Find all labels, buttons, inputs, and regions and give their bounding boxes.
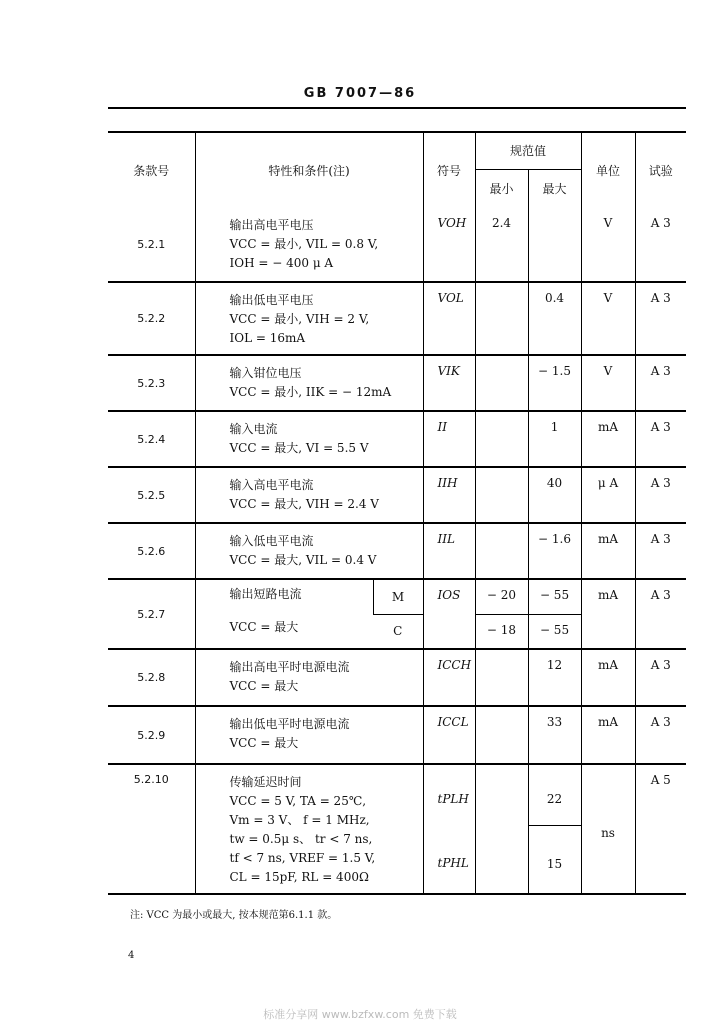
max-value — [528, 208, 581, 282]
desc-line: 输出高电平电压 — [229, 218, 314, 232]
desc-line: IOH = − 400 μ A — [229, 256, 334, 270]
characteristic-cell — [195, 355, 423, 411]
unit-cell: mA — [581, 579, 635, 649]
table-row — [108, 208, 686, 282]
desc-line: 输入电流 — [229, 422, 278, 436]
clause-number: 5.2.5 — [108, 467, 195, 523]
desc-line: 输出低电平电压 — [229, 293, 314, 307]
characteristic-cell — [195, 523, 423, 579]
table-row — [108, 355, 686, 411]
table-row — [108, 764, 686, 826]
symbol-cell: tPHL — [423, 826, 475, 894]
max-value: − 55 — [528, 614, 581, 649]
watermark: 标准分享网 www.bzfxw.com 免费下载 — [263, 1008, 457, 1021]
desc-line: VCC = 最大 — [229, 679, 299, 693]
test-cell: A 3 — [635, 208, 686, 282]
clause-number: 5.2.1 — [108, 208, 195, 282]
symbol-cell: II — [423, 411, 475, 467]
clause-number: 5.2.4 — [108, 411, 195, 467]
desc-line: VCC = 最大, VI = 5.5 V — [229, 441, 369, 455]
grade-m: M — [373, 579, 423, 614]
clause-number: 5.2.9 — [108, 706, 195, 764]
characteristic-cell — [195, 706, 423, 764]
max-value: 1 — [528, 411, 581, 467]
unit-cell: ns — [581, 764, 635, 894]
characteristic-cell — [195, 411, 423, 467]
clause-number: 5.2.7 — [108, 579, 195, 649]
unit-cell: mA — [581, 706, 635, 764]
max-value: 15 — [528, 826, 581, 894]
characteristic-cell — [195, 579, 373, 649]
unit-cell: μ A — [581, 467, 635, 523]
col-min: 最小 — [475, 169, 528, 208]
desc-line: VCC = 5 V, TA = 25℃, — [229, 794, 367, 808]
test-cell: A 3 — [635, 706, 686, 764]
desc-line: VCC = 最小, VIL = 0.8 V, — [229, 237, 379, 251]
table-row — [108, 282, 686, 355]
symbol-cell: VIK — [423, 355, 475, 411]
desc-line: VCC = 最大, VIL = 0.4 V — [229, 553, 377, 567]
min-value: − 20 — [475, 579, 528, 614]
max-value: 12 — [528, 649, 581, 706]
max-value: − 55 — [528, 579, 581, 614]
symbol-cell: IIH — [423, 467, 475, 523]
unit-cell: V — [581, 355, 635, 411]
characteristic-cell — [195, 208, 423, 282]
symbol-cell: ICCH — [423, 649, 475, 706]
desc-line: tf < 7 ns, VREF = 1.5 V, — [229, 851, 376, 865]
min-value — [475, 411, 528, 467]
unit-cell: mA — [581, 523, 635, 579]
header-rule — [108, 107, 686, 109]
col-test: 试验 — [635, 132, 686, 208]
clause-number: 5.2.8 — [108, 649, 195, 706]
characteristic-cell — [195, 282, 423, 355]
unit-cell: mA — [581, 649, 635, 706]
desc-line: CL = 15pF, RL = 400Ω — [229, 870, 369, 884]
max-value: 40 — [528, 467, 581, 523]
desc-line: 输出低电平时电源电流 — [229, 717, 350, 731]
unit-cell: V — [581, 208, 635, 282]
min-value — [475, 355, 528, 411]
col-clause: 条款号 — [108, 132, 195, 208]
desc-line: IOL = 16mA — [229, 331, 306, 345]
desc-line: VCC = 最大, VIH = 2.4 V — [229, 497, 379, 511]
desc-line: 输入高电平电流 — [229, 478, 314, 492]
test-cell: A 3 — [635, 355, 686, 411]
symbol-cell: tPLH — [423, 764, 475, 826]
table-row — [108, 579, 686, 614]
max-value: − 1.6 — [528, 523, 581, 579]
desc-line: 输入钳位电压 — [229, 366, 302, 380]
min-value — [475, 764, 528, 894]
desc-line: Vm = 3 V、 f = 1 MHz, — [229, 813, 370, 827]
min-value — [475, 523, 528, 579]
test-cell: A 3 — [635, 649, 686, 706]
desc-line: VCC = 最小, IIK = − 12mA — [229, 385, 392, 399]
max-value: 22 — [528, 764, 581, 826]
characteristic-cell — [195, 467, 423, 523]
table-row — [108, 523, 686, 579]
max-value: 33 — [528, 706, 581, 764]
table-row — [108, 649, 686, 706]
footnote: 注: VCC 为最小或最大, 按本规范第6.1.1 款。 — [130, 910, 338, 921]
desc-line: VCC = 最大 — [229, 620, 299, 634]
symbol-cell: ICCL — [423, 706, 475, 764]
clause-number: 5.2.6 — [108, 523, 195, 579]
table-row — [108, 467, 686, 523]
test-cell: A 3 — [635, 282, 686, 355]
table-row — [108, 706, 686, 764]
characteristic-cell — [195, 649, 423, 706]
grade-c: C — [373, 614, 423, 649]
clause-number: 5.2.2 — [108, 282, 195, 355]
test-cell: A 3 — [635, 579, 686, 649]
test-cell: A 3 — [635, 411, 686, 467]
clause-number: 5.2.3 — [108, 355, 195, 411]
unit-cell: V — [581, 282, 635, 355]
symbol-cell: VOL — [423, 282, 475, 355]
min-value: 2.4 — [475, 208, 528, 282]
unit-cell: mA — [581, 411, 635, 467]
col-unit: 单位 — [581, 132, 635, 208]
clause-number: 5.2.10 — [108, 764, 195, 894]
desc-line: 输出高电平时电源电流 — [229, 660, 350, 674]
min-value — [475, 282, 528, 355]
col-characteristic: 特性和条件(注) — [195, 132, 423, 208]
symbol-cell: IIL — [423, 523, 475, 579]
test-cell: A 3 — [635, 523, 686, 579]
max-value: 0.4 — [528, 282, 581, 355]
test-cell: A 5 — [635, 764, 686, 894]
symbol-cell: VOH — [423, 208, 475, 282]
col-symbol: 符号 — [423, 132, 475, 208]
min-value: − 18 — [475, 614, 528, 649]
table-row — [108, 411, 686, 467]
symbol-cell: IOS — [423, 579, 475, 649]
test-cell: A 3 — [635, 467, 686, 523]
standard-number: GB 7007—86 — [303, 86, 417, 101]
max-value: − 1.5 — [528, 355, 581, 411]
col-max: 最大 — [528, 169, 581, 208]
desc-line: 输出短路电流 — [229, 587, 302, 601]
desc-line: VCC = 最小, VIH = 2 V, — [229, 312, 370, 326]
spec-table — [108, 131, 686, 895]
desc-line: VCC = 最大 — [229, 736, 299, 750]
min-value — [475, 467, 528, 523]
desc-line: 输入低电平电流 — [229, 534, 314, 548]
col-spec-range: 规范值 — [475, 132, 581, 169]
min-value — [475, 649, 528, 706]
min-value — [475, 706, 528, 764]
desc-line: 传输延迟时间 — [229, 775, 302, 789]
characteristic-cell — [195, 764, 423, 894]
desc-line: tw = 0.5μ s、 tr < 7 ns, — [229, 832, 373, 846]
page-number: 4 — [128, 950, 135, 961]
